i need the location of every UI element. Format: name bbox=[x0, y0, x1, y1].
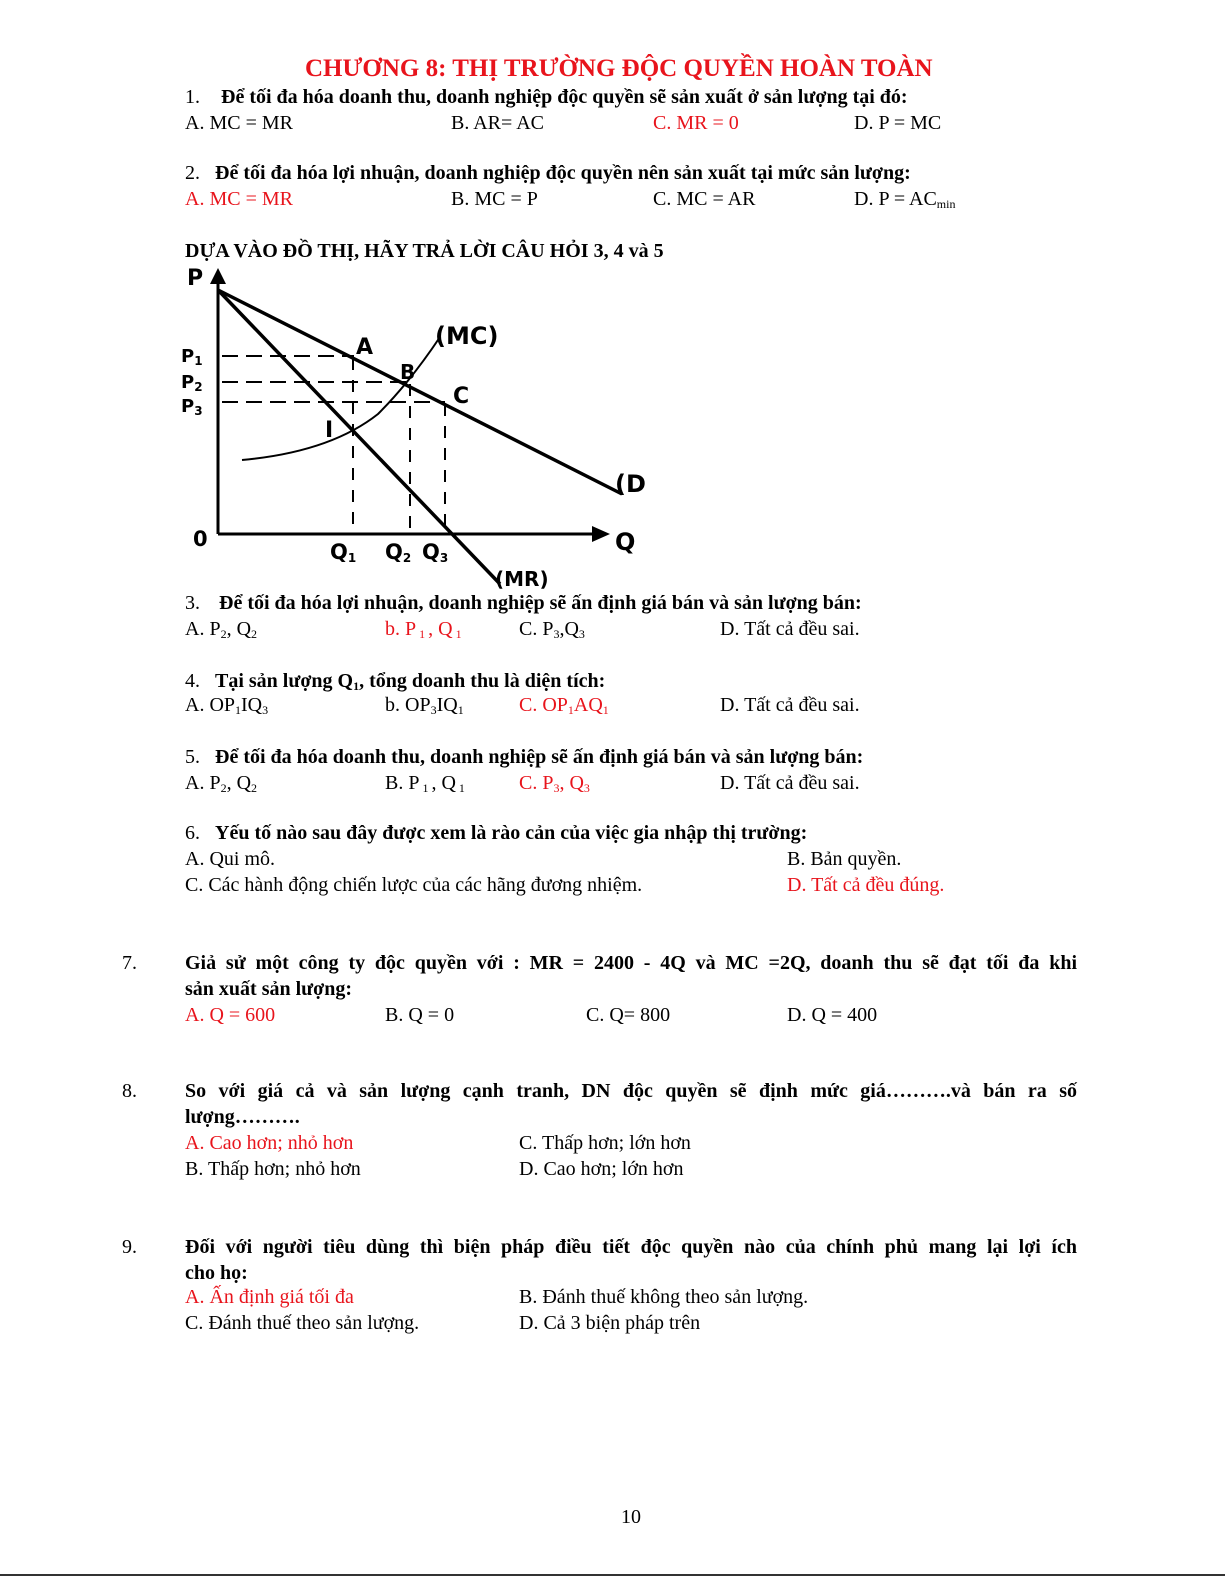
q6-option-d-answer: D. Tất cả đều đúng. bbox=[787, 874, 945, 896]
question-number: 4. bbox=[185, 670, 200, 692]
label-text: Q bbox=[422, 540, 440, 564]
point-a-label: A bbox=[356, 335, 374, 360]
q9-option-d: D. Cả 3 biện pháp trên bbox=[519, 1312, 701, 1334]
q8-option-a-answer: A. Cao hơn; nhỏ hơn bbox=[185, 1132, 354, 1154]
q4-option-d: D. Tất cả đều sai. bbox=[720, 694, 860, 716]
q7-option-c: C. Q= 800 bbox=[586, 1004, 671, 1026]
subscript: 3 bbox=[439, 551, 449, 565]
option-text: b. OP bbox=[385, 694, 431, 716]
option-text: A. P bbox=[185, 772, 221, 794]
subscript: 1 bbox=[194, 354, 203, 368]
question-number: 6. bbox=[185, 822, 200, 844]
q4-option-c-answer: C. $OP_1AQ_1$ bbox=[519, 694, 609, 717]
subscript: 2 bbox=[194, 380, 203, 394]
q3-label bbox=[422, 540, 448, 564]
option-text: AQ bbox=[573, 694, 603, 716]
option-text: A. P bbox=[185, 618, 221, 640]
question-text: Để tối đa hóa lợi nhuận, doanh nghiệp sẽ ấn định giá bán và sản lượng bán: bbox=[219, 592, 862, 614]
option-text: B. P bbox=[385, 772, 420, 794]
option-text: , Q bbox=[559, 772, 584, 794]
subscript: 3 bbox=[194, 404, 203, 418]
question-text: , tổng doanh thu là diện tích: bbox=[359, 670, 606, 692]
question-number: 5. bbox=[185, 746, 200, 768]
q8-option-c: C. Thấp hơn; lớn hơn bbox=[519, 1132, 691, 1154]
q5-option-b: B. P $_1$ , Q $_1$ bbox=[385, 772, 465, 795]
q2-option-d bbox=[854, 188, 955, 211]
p3-label bbox=[181, 396, 203, 417]
page-bottom-rule bbox=[0, 1574, 1225, 1576]
question-9-number: 9. bbox=[122, 1236, 137, 1258]
q3-option-a: A. $P_2$, $Q_2$ bbox=[185, 618, 258, 641]
q6-option-a: A. Qui mô. bbox=[185, 848, 275, 870]
option-text: C. P bbox=[519, 618, 554, 640]
option-text: , Q bbox=[428, 618, 453, 640]
y-axis-label: P bbox=[187, 266, 204, 291]
q4-option-a: A. $OP_1IQ_3$ bbox=[185, 694, 269, 717]
question-9-text-cont: cho họ: bbox=[185, 1262, 248, 1284]
question-text: Để tối đa hóa doanh thu, doanh nghiệp độc quyền sẽ sản xuất ở sản lượng tại đó: bbox=[221, 86, 908, 108]
option-text: A. OP bbox=[185, 694, 236, 716]
q2-option-b: B. MC = P bbox=[451, 188, 538, 210]
q9-option-b: B. Đánh thuế không theo sản lượng. bbox=[519, 1286, 809, 1308]
mr-curve-label: (MR) bbox=[495, 567, 549, 591]
p1-label bbox=[181, 346, 203, 367]
question-6 bbox=[185, 822, 807, 845]
q1-option-b: B. AR= AC bbox=[451, 112, 544, 134]
label-text: Q bbox=[330, 540, 348, 564]
graph-heading: DỰA VÀO ĐỒ THỊ, HÃY TRẢ LỜI CÂU HỎI 3, 4 và 5 bbox=[185, 240, 664, 262]
chapter-title: CHƯƠNG 8: THỊ TRƯỜNG ĐỘC QUYỀN HOÀN TOÀN bbox=[305, 55, 933, 82]
q4-option-b: b. $OP_3IQ_1$ bbox=[385, 694, 464, 717]
q1-label bbox=[330, 540, 356, 564]
option-text: D. P = AC bbox=[854, 188, 937, 210]
x-axis-label: Q bbox=[615, 528, 636, 556]
option-text: ,Q bbox=[559, 618, 579, 640]
option-text: IQ bbox=[241, 694, 263, 716]
origin-label: 0 bbox=[193, 527, 208, 551]
option-text: C. OP bbox=[519, 694, 568, 716]
q8-option-d: D. Cao hơn; lớn hơn bbox=[519, 1158, 684, 1180]
q7-option-a-answer: A. Q = 600 bbox=[185, 1004, 276, 1026]
q5-option-c-answer: C. $P_3$, $Q_3$ bbox=[519, 772, 590, 795]
subscript: 1 bbox=[347, 551, 357, 565]
question-7-number: 7. bbox=[122, 952, 137, 974]
q1-option-d: D. P = MC bbox=[854, 112, 942, 134]
question-1 bbox=[185, 86, 908, 109]
question-text: Tại sản lượng Q bbox=[215, 670, 354, 692]
point-b-label: B bbox=[400, 360, 416, 384]
q6-option-b: B. Bản quyền. bbox=[787, 848, 902, 870]
option-text: , Q bbox=[431, 772, 456, 794]
question-7-text-cont: sản xuất sản lượng: bbox=[185, 978, 353, 1000]
q5-option-a: A. $P_2$, $Q_2$ bbox=[185, 772, 258, 795]
option-text: C. P bbox=[519, 772, 554, 794]
q9-option-c: C. Đánh thuế theo sản lượng. bbox=[185, 1312, 420, 1334]
q7-option-d: D. Q = 400 bbox=[787, 1004, 878, 1026]
q1-option-a: A. MC = MR bbox=[185, 112, 293, 134]
question-number: 1. bbox=[185, 86, 200, 108]
question-7-text: Giả sử một công ty độc quyền với : MR = 2400 - 4Q và MC =2Q, doanh thu sẽ đạt tối đa khi bbox=[185, 952, 1077, 974]
label-text: P bbox=[181, 346, 195, 367]
option-text: , Q bbox=[226, 772, 252, 794]
label-text: P bbox=[181, 372, 195, 393]
question-3 bbox=[185, 592, 862, 615]
x-axis-arrow bbox=[592, 526, 610, 542]
question-2 bbox=[185, 162, 911, 185]
subscript: min bbox=[936, 197, 956, 211]
q5-option-d: D. Tất cả đều sai. bbox=[720, 772, 860, 794]
label-text: P bbox=[181, 396, 195, 417]
q9-option-a-answer: A. Ấn định giá tối đa bbox=[185, 1286, 354, 1308]
subscript: 2 bbox=[402, 551, 412, 565]
q1-option-c-answer: C. MR = 0 bbox=[653, 112, 739, 134]
demand-curve bbox=[218, 290, 622, 494]
demand-curve-label: (D bbox=[615, 470, 646, 498]
question-8-text: So với giá cả và sản lượng cạnh tranh, DN độc quyền sẽ định mức giá……….và bán ra số bbox=[185, 1080, 1077, 1102]
q3-option-b-answer: b. P $_1$ , Q $_1$ bbox=[385, 618, 462, 641]
question-text: Yếu tố nào sau đây được xem là rào cản của việc gia nhập thị trường: bbox=[215, 822, 808, 844]
question-number: 2. bbox=[185, 162, 200, 184]
question-9-text: Đối với người tiêu dùng thì biện pháp điều tiết độc quyền nào của chính phủ mang lại lợi ích bbox=[185, 1236, 1077, 1258]
y-axis-arrow bbox=[210, 268, 226, 284]
question-text: Để tối đa hóa doanh thu, doanh nghiệp sẽ ấn định giá bán và sản lượng bán: bbox=[215, 746, 864, 768]
mc-curve-label: (MC) bbox=[435, 322, 499, 350]
label-text: Q bbox=[385, 540, 403, 564]
question-5 bbox=[185, 746, 863, 769]
question-4: 4. Tại sản lượng $Q_1$, tổng doanh thu là diện tích: bbox=[185, 670, 606, 693]
question-8-number: 8. bbox=[122, 1080, 137, 1102]
q2-option-c: C. MC = AR bbox=[653, 188, 756, 210]
question-number: 3. bbox=[185, 592, 200, 614]
q7-option-b: B. Q = 0 bbox=[385, 1004, 455, 1026]
q8-option-b: B. Thấp hơn; nhỏ hơn bbox=[185, 1158, 361, 1180]
page-number: 10 bbox=[621, 1506, 641, 1528]
point-i-label: I bbox=[325, 418, 334, 443]
question-text: Để tối đa hóa lợi nhuận, doanh nghiệp độc quyền nên sản xuất tại mức sản lượng: bbox=[215, 162, 911, 184]
p2-label bbox=[181, 372, 203, 393]
q2-label bbox=[385, 540, 411, 564]
option-text: , Q bbox=[226, 618, 252, 640]
q3-option-c: C. $P_3,Q_3$ bbox=[519, 618, 585, 641]
point-c-label: C bbox=[453, 384, 470, 409]
q3-option-d: D. Tất cả đều sai. bbox=[720, 618, 860, 640]
option-text: b. P bbox=[385, 618, 417, 640]
q2-option-a-answer: A. MC = MR bbox=[185, 188, 293, 210]
question-8-text-cont: lượng………. bbox=[185, 1106, 300, 1128]
option-text: IQ bbox=[436, 694, 458, 716]
q6-option-c: C. Các hành động chiến lược của các hãng đương nhiệm. bbox=[185, 874, 643, 896]
